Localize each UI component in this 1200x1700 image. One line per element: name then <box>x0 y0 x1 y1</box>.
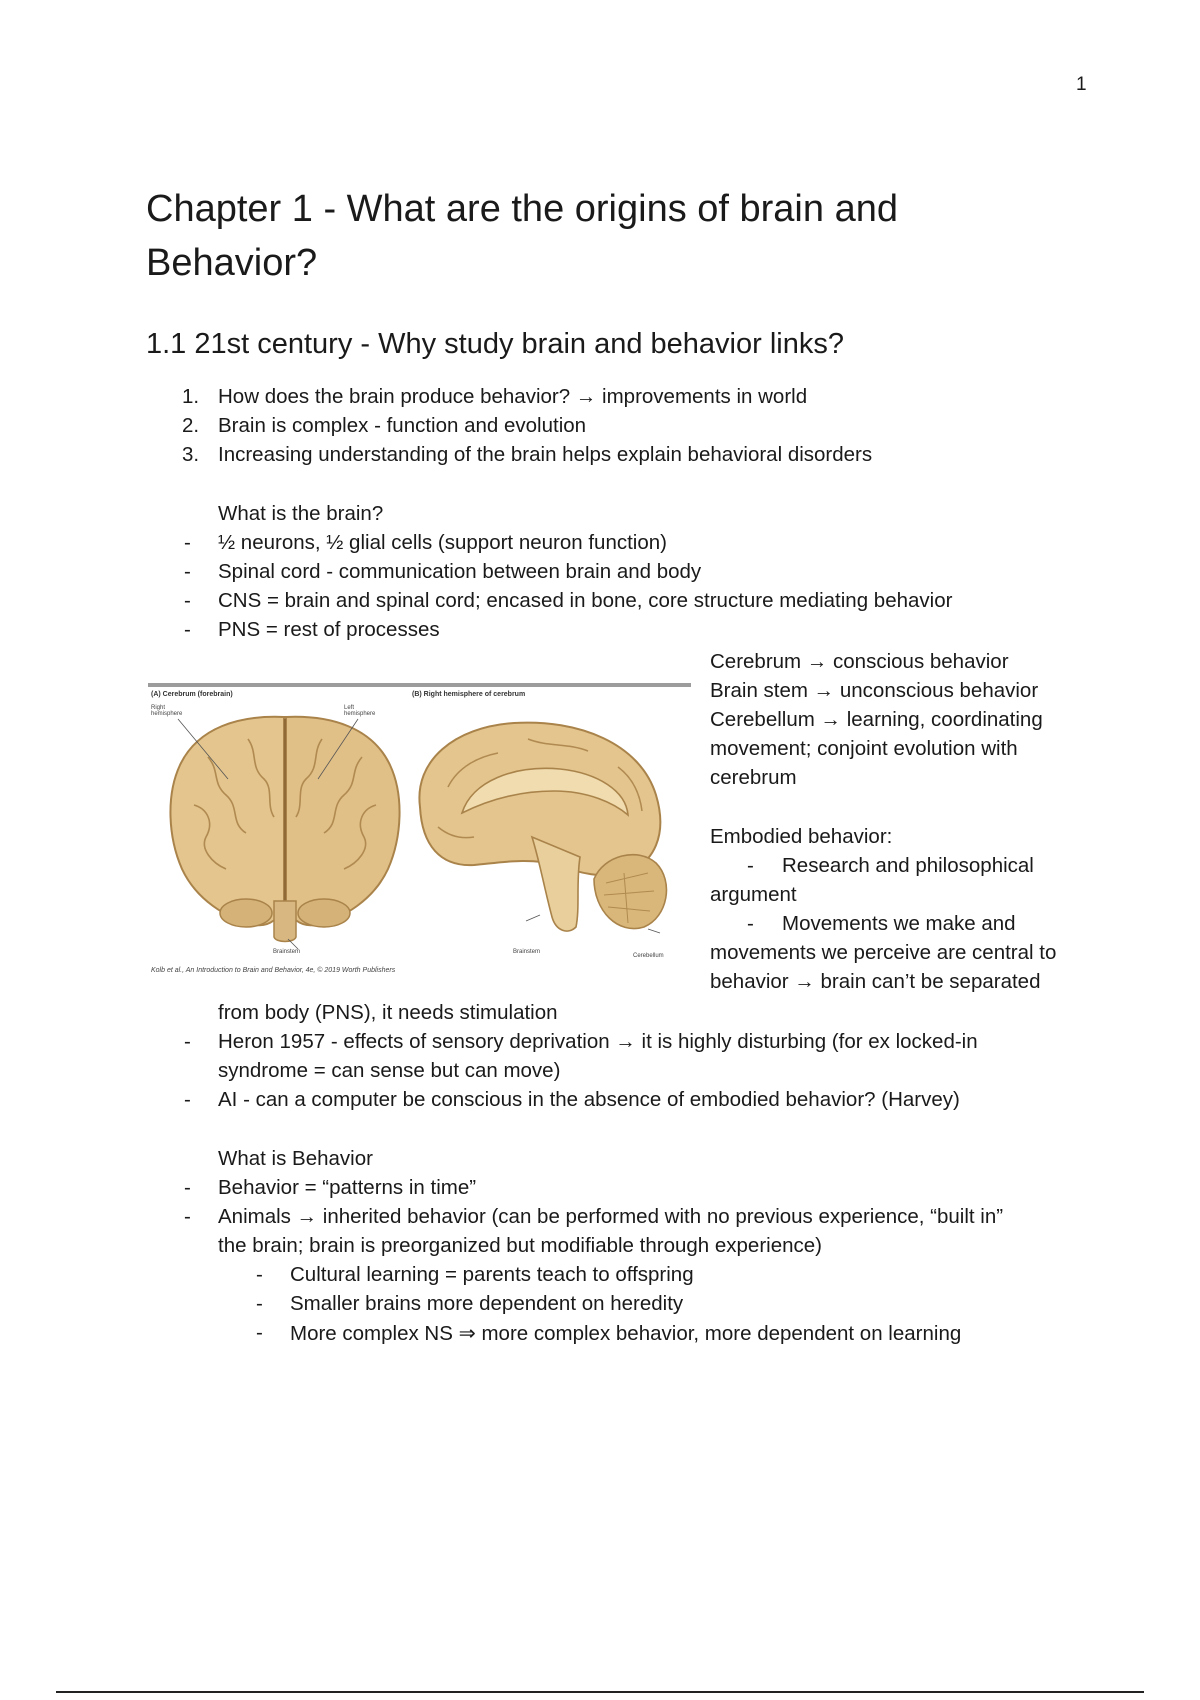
side-note-line: argument <box>710 883 797 906</box>
frontal-brain-drawing <box>170 717 399 949</box>
bullet-marker: - <box>184 531 191 554</box>
behavior-heading: What is Behavior <box>218 1147 373 1170</box>
list-item: Heron 1957 - effects of sensory deprivation → it is highly disturbing (for ex locked-in <box>218 1030 978 1053</box>
brain-figure <box>148 683 691 980</box>
cerebellum-label: Cerebellum <box>633 953 664 959</box>
section-title: 1.1 21st century - Why study brain and behavior links? <box>146 328 844 360</box>
side-note-line: Brain stem → unconscious behavior <box>710 679 1039 702</box>
bullet-marker: - <box>256 1263 263 1286</box>
side-note-line: behavior → brain can’t be separated <box>710 970 1041 993</box>
bullet-marker: - <box>184 1088 191 1111</box>
list-number: 1. <box>182 385 200 408</box>
side-note-line: Cerebrum → conscious behavior <box>710 650 1009 673</box>
list-item: CNS = brain and spinal cord; encased in bone, core structure mediating behavior <box>218 589 953 612</box>
side-note-line: movements we perceive are central to <box>710 941 1057 964</box>
bullet-marker: - <box>184 589 191 612</box>
list-number: 2. <box>182 414 200 437</box>
side-note-line: movement; conjoint evolution with <box>710 737 1018 760</box>
figure-label-b: (B) Right hemisphere of cerebrum <box>412 691 526 698</box>
brain-illustration <box>148 687 691 965</box>
brainstem-label: Brainstem <box>273 949 301 955</box>
right-hemisphere-label: Right hemisphere <box>151 705 183 717</box>
list-item: ½ neurons, ½ glial cells (support neuron function) <box>218 531 667 554</box>
bullet-marker: - <box>184 618 191 641</box>
side-note-line: Movements we make and <box>782 912 1016 935</box>
chapter-title: Chapter 1 - What are the origins of brain and Behavior? <box>146 188 898 284</box>
bullet-marker: - <box>256 1292 263 1315</box>
bottom-divider <box>56 1691 1144 1693</box>
list-number: 3. <box>182 443 200 466</box>
brainstem-label: Brainstem <box>513 949 541 955</box>
figure-label-a: (A) Cerebrum (forebrain) <box>151 691 233 698</box>
list-item: Increasing understanding of the brain helps explain behavioral disorders <box>218 443 873 466</box>
page-number: 1 <box>1076 74 1087 95</box>
brain-heading: What is the brain? <box>218 502 384 525</box>
continued-line: from body (PNS), it needs stimulation <box>218 1001 558 1024</box>
list-item-continued: syndrome = can sense but can move) <box>218 1059 561 1082</box>
embodied-heading: Embodied behavior: <box>710 825 893 848</box>
bullet-marker: - <box>184 1205 191 1228</box>
sagittal-brain-drawing <box>419 723 666 933</box>
bullet-marker: - <box>747 912 754 935</box>
figure-caption: Kolb et al., An Introduction to Brain and Behavior, 4e, © 2019 Worth Publishers <box>151 967 396 974</box>
bullet-marker: - <box>747 854 754 877</box>
side-note-line: cerebrum <box>710 766 797 789</box>
list-item: PNS = rest of processes <box>218 618 440 641</box>
side-note-line: Research and philosophical <box>782 854 1034 877</box>
side-note-line: Cerebellum → learning, coordinating <box>710 708 1043 731</box>
bullet-marker: - <box>184 1030 191 1053</box>
sub-list-item: Cultural learning = parents teach to offspring <box>290 1263 694 1286</box>
list-item: Brain is complex - function and evolution <box>218 414 587 437</box>
sub-list-item: More complex NS ⇒ more complex behavior, more dependent on learning <box>290 1322 962 1345</box>
bullet-marker: - <box>184 560 191 583</box>
list-item: AI - can a computer be conscious in the absence of embodied behavior? (Harvey) <box>218 1088 960 1111</box>
bullet-marker: - <box>256 1321 263 1344</box>
list-item: Spinal cord - communication between brain and body <box>218 560 702 583</box>
list-item: Behavior = “patterns in time” <box>218 1176 477 1199</box>
sub-list-item: Smaller brains more dependent on heredity <box>290 1292 684 1315</box>
bullet-marker: - <box>184 1176 191 1199</box>
list-item: How does the brain produce behavior? → improvements in world <box>218 385 808 408</box>
list-item-continued: the brain; brain is preorganized but modifiable through experience) <box>218 1234 822 1257</box>
left-hemisphere-label: Left hemisphere <box>344 705 376 717</box>
list-item: Animals → inherited behavior (can be performed with no previous experience, “built in” <box>218 1205 1004 1228</box>
